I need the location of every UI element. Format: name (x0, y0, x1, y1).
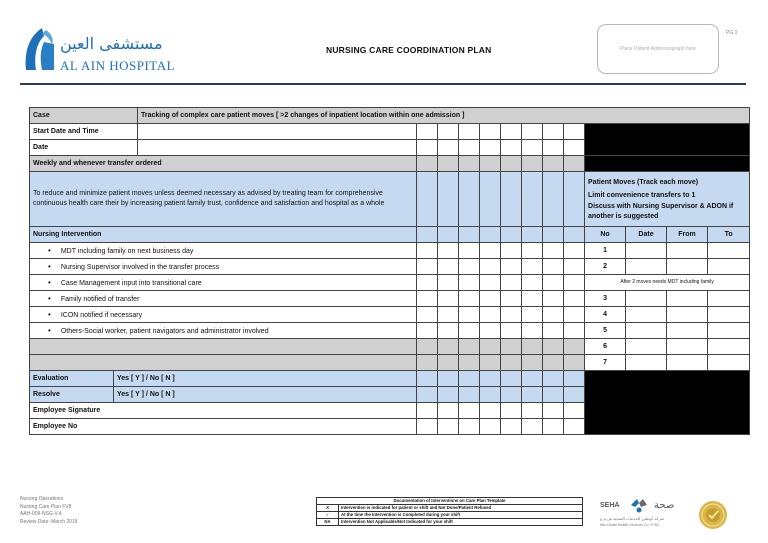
shift-cell[interactable] (564, 275, 585, 291)
grey-cell (438, 339, 459, 355)
frequency-row (30, 156, 750, 172)
move-date-field[interactable] (626, 323, 667, 339)
employee-no-cell[interactable] (438, 419, 459, 435)
evaluation-label: Evaluation (30, 371, 114, 387)
shift-cell[interactable] (501, 291, 522, 307)
shift-cell[interactable] (501, 243, 522, 259)
move-number: 1 (585, 243, 626, 259)
legend-text: Intervention is indicated for patient or shift and Not Done/Patient Refused (339, 505, 583, 512)
shift-cell[interactable] (543, 291, 564, 307)
employee-no-cell[interactable] (501, 419, 522, 435)
intervention-row (30, 291, 750, 307)
shift-cell[interactable] (480, 243, 501, 259)
moves-line-1: Patient Moves (Track each move) (588, 179, 699, 186)
shift-cell[interactable] (543, 259, 564, 275)
moves-line-2: Limit convenience transfers to 1 (588, 192, 696, 199)
blacked-out-area (585, 124, 750, 156)
shift-cell[interactable] (438, 243, 459, 259)
shift-cell[interactable] (459, 307, 480, 323)
shift-cell[interactable] (417, 124, 438, 140)
signature-cell[interactable] (501, 403, 522, 419)
shift-cell[interactable] (543, 307, 564, 323)
signature-cell[interactable] (543, 403, 564, 419)
shift-cell[interactable] (543, 243, 564, 259)
blue-cell (522, 227, 543, 243)
grey-cell (543, 355, 564, 371)
grey-cell (417, 156, 438, 172)
shift-cell[interactable] (417, 243, 438, 259)
move-to-field[interactable] (708, 323, 750, 339)
grey-cell (522, 355, 543, 371)
shift-cell[interactable] (438, 323, 459, 339)
frequency-label: Weekly and whenever transfer ordered (30, 156, 417, 172)
blue-cell (417, 227, 438, 243)
moves-line-3: Discuss with Nursing Supervisor & ADON if another is suggested (588, 203, 734, 220)
addressograph-box (597, 24, 719, 74)
col-no: No (585, 227, 626, 243)
col-date: Date (626, 227, 667, 243)
grey-cell (480, 339, 501, 355)
shift-cell[interactable] (459, 259, 480, 275)
shift-cell[interactable] (417, 323, 438, 339)
shift-cell[interactable] (501, 124, 522, 140)
blue-cell (522, 371, 543, 387)
date-field[interactable] (138, 140, 417, 156)
shift-cell[interactable] (522, 124, 543, 140)
shift-cell[interactable] (459, 323, 480, 339)
shift-cell[interactable] (480, 323, 501, 339)
shift-cell[interactable] (459, 243, 480, 259)
date-label: Date (30, 140, 138, 156)
blue-cell (543, 387, 564, 403)
grey-cell (564, 156, 585, 172)
legend-title: Documentation of Interventions on Care Plan Template (317, 498, 583, 505)
care-plan-table (29, 107, 750, 435)
move-number: 4 (585, 307, 626, 323)
evaluation-row (30, 371, 750, 387)
move-date-field[interactable] (626, 291, 667, 307)
shift-cell[interactable] (564, 259, 585, 275)
shift-cell[interactable] (417, 307, 438, 323)
grey-cell (522, 339, 543, 355)
grey-cell (501, 355, 522, 371)
move-date-field[interactable] (626, 339, 667, 355)
move-from-field[interactable] (667, 323, 708, 339)
resolve-label: Resolve (30, 387, 114, 403)
grey-cell (459, 339, 480, 355)
move-to-field[interactable] (708, 307, 750, 323)
shift-cell[interactable] (522, 275, 543, 291)
intervention-item: • Nursing Supervisor involved in the transfer process (30, 259, 417, 275)
header-divider (20, 83, 746, 85)
shift-cell[interactable] (543, 124, 564, 140)
hospital-logo-icon (22, 26, 56, 72)
shift-cell[interactable] (480, 291, 501, 307)
start-date-label: Start Date and Time (30, 124, 138, 140)
move-number: 5 (585, 323, 626, 339)
employee-no-cell[interactable] (522, 419, 543, 435)
blue-cell (480, 371, 501, 387)
legend-text: At the time the Intervention is Completed during your shift (339, 512, 583, 519)
blue-cell (438, 387, 459, 403)
shift-cell[interactable] (501, 140, 522, 156)
shift-cell[interactable] (438, 307, 459, 323)
blank-row (30, 339, 750, 355)
grey-cell (543, 156, 564, 172)
page-number: PG 1 (726, 30, 738, 36)
footer-line: Review Date: March 2018 (20, 518, 78, 525)
move-date-field[interactable] (626, 259, 667, 275)
blue-cell (480, 172, 501, 227)
signature-cell[interactable] (480, 403, 501, 419)
blue-cell (522, 172, 543, 227)
shift-cell[interactable] (480, 140, 501, 156)
blue-cell (438, 371, 459, 387)
intervention-item: • Others-Social worker, patient navigators and administrator involved (30, 323, 417, 339)
blank-grey-cell (30, 355, 417, 371)
patient-moves-instructions (585, 172, 750, 227)
grey-cell (459, 355, 480, 371)
legend-text: Intervention Not Applicable/Not Indicated for your shift (339, 519, 583, 526)
shift-cell[interactable] (459, 124, 480, 140)
shift-cell[interactable] (459, 275, 480, 291)
shift-cell[interactable] (543, 323, 564, 339)
grey-cell (501, 156, 522, 172)
shift-cell[interactable] (564, 323, 585, 339)
shift-cell[interactable] (480, 275, 501, 291)
employee-no-cell[interactable] (480, 419, 501, 435)
start-date-field[interactable] (138, 124, 417, 140)
shift-cell[interactable] (522, 307, 543, 323)
shift-cell[interactable] (438, 291, 459, 307)
shift-cell[interactable] (459, 140, 480, 156)
move-to-field[interactable] (708, 355, 750, 371)
grey-cell (564, 355, 585, 371)
move-to-field[interactable] (708, 339, 750, 355)
move-number: 2 (585, 259, 626, 275)
documentation-legend (316, 497, 583, 526)
blank-grey-cell (30, 339, 417, 355)
move-from-field[interactable] (667, 339, 708, 355)
blue-cell (564, 227, 585, 243)
intervention-item: • Case Management input into transitional care (30, 275, 417, 291)
signature-cell[interactable] (564, 403, 585, 419)
start-date-row (30, 124, 750, 140)
shift-cell[interactable] (417, 291, 438, 307)
grey-cell (459, 156, 480, 172)
blue-cell (543, 371, 564, 387)
blue-cell (564, 387, 585, 403)
shift-cell[interactable] (543, 275, 564, 291)
blue-cell (564, 371, 585, 387)
shift-cell[interactable] (501, 307, 522, 323)
signature-label: Employee Signature (30, 403, 417, 419)
shift-cell[interactable] (522, 140, 543, 156)
blue-cell (459, 172, 480, 227)
employee-no-cell[interactable] (459, 419, 480, 435)
shift-cell[interactable] (522, 323, 543, 339)
shift-cell[interactable] (480, 259, 501, 275)
evaluation-value[interactable]: Yes [ Y ] / No [ N ] (114, 371, 417, 387)
shift-cell[interactable] (459, 291, 480, 307)
resolve-value[interactable]: Yes [ Y ] / No [ N ] (114, 387, 417, 403)
move-to-field[interactable] (708, 291, 750, 307)
intervention-row (30, 307, 750, 323)
grey-cell (417, 339, 438, 355)
shift-cell[interactable] (501, 323, 522, 339)
logo-arabic-text: مستشفى العين (60, 34, 163, 53)
seha-logo-icon (629, 497, 649, 513)
grey-cell (417, 355, 438, 371)
footer-document-info (20, 496, 78, 526)
intervention-row (30, 243, 750, 259)
seha-subtitle-arabic: شركة أبوظبي للخدمات الصحية ش.م.ع (600, 516, 665, 521)
footer-line: AAH-009-NSG-V.4 (20, 511, 62, 517)
blue-cell (480, 227, 501, 243)
grey-cell (564, 339, 585, 355)
legend-symbol: NA (317, 519, 339, 526)
intervention-header: Nursing Intervention (30, 227, 417, 243)
signature-cell[interactable] (438, 403, 459, 419)
blue-cell (564, 172, 585, 227)
seha-arabic-text: صحة (654, 500, 675, 511)
move-to-field[interactable] (708, 259, 750, 275)
move-number: 3 (585, 291, 626, 307)
signature-cell[interactable] (522, 403, 543, 419)
mdt-note: After 2 moves needs MDT including family (585, 275, 750, 291)
shift-cell[interactable] (480, 124, 501, 140)
blacked-out-area (585, 371, 750, 435)
blue-cell (501, 227, 522, 243)
employee-no-label: Employee No (30, 419, 417, 435)
accreditation-seal-icon (698, 500, 728, 530)
shift-cell[interactable] (501, 259, 522, 275)
blue-cell (501, 172, 522, 227)
shift-cell[interactable] (564, 291, 585, 307)
intervention-row (30, 323, 750, 339)
grey-cell (480, 355, 501, 371)
move-number: 7 (585, 355, 626, 371)
case-label: Case (30, 108, 138, 124)
intervention-item: • ICON notified if necessary (30, 307, 417, 323)
grey-cell (480, 156, 501, 172)
goal-text: To reduce and minimize patient moves unless deemed necessary as advised by treating team for comprehensive continuous health care their by increasing patient family trust, confidence and satisfaction and hospital as a whole (30, 172, 417, 227)
move-from-field[interactable] (667, 355, 708, 371)
shift-cell[interactable] (417, 275, 438, 291)
grey-cell (501, 339, 522, 355)
shift-cell[interactable] (438, 259, 459, 275)
intervention-item: • Family notified of transfer (30, 291, 417, 307)
case-value: Tracking of complex care patient moves [ >2 changes of inpatient location within one admission ] (138, 108, 750, 124)
addressograph-label: Place Patient Addressograph here (620, 46, 696, 52)
page-title: NURSING CARE COORDINATION PLAN (326, 45, 492, 55)
employee-no-cell[interactable] (417, 419, 438, 435)
shift-cell[interactable] (480, 307, 501, 323)
move-date-field[interactable] (626, 243, 667, 259)
goal-row (30, 172, 750, 227)
blue-cell (417, 371, 438, 387)
shift-cell[interactable] (438, 124, 459, 140)
blue-cell (417, 387, 438, 403)
blue-cell (438, 227, 459, 243)
blue-cell (459, 387, 480, 403)
shift-cell[interactable] (564, 140, 585, 156)
shift-cell[interactable] (522, 291, 543, 307)
grey-cell (438, 156, 459, 172)
move-from-field[interactable] (667, 259, 708, 275)
blue-cell (501, 371, 522, 387)
signature-cell[interactable] (417, 403, 438, 419)
shift-cell[interactable] (417, 259, 438, 275)
blue-cell (543, 172, 564, 227)
blacked-out-area (585, 156, 750, 172)
shift-cell[interactable] (522, 243, 543, 259)
intervention-header-row (30, 227, 750, 243)
col-to: To (708, 227, 750, 243)
shift-cell[interactable] (438, 140, 459, 156)
blue-cell (543, 227, 564, 243)
footer-line: Nursing Care Plan FV8 (20, 503, 72, 510)
move-number: 6 (585, 339, 626, 355)
employee-no-cell[interactable] (564, 419, 585, 435)
shift-cell[interactable] (564, 124, 585, 140)
grey-cell (522, 156, 543, 172)
employee-no-cell[interactable] (543, 419, 564, 435)
move-from-field[interactable] (667, 243, 708, 259)
logo-english-text: AL AIN HOSPITAL (60, 58, 176, 73)
move-to-field[interactable] (708, 243, 750, 259)
intervention-item: • MDT including family on next business day (30, 243, 417, 259)
intervention-row (30, 259, 750, 275)
shift-cell[interactable] (564, 307, 585, 323)
shift-cell[interactable] (501, 275, 522, 291)
legend-symbol: ✓ (317, 512, 339, 519)
blue-cell (417, 172, 438, 227)
move-from-field[interactable] (667, 307, 708, 323)
blank-row (30, 355, 750, 371)
shift-cell[interactable] (522, 259, 543, 275)
shift-cell[interactable] (543, 140, 564, 156)
move-date-field[interactable] (626, 355, 667, 371)
footer-line: Nursing Operations (20, 496, 64, 502)
blue-cell (459, 371, 480, 387)
blue-cell (480, 387, 501, 403)
blue-cell (522, 387, 543, 403)
grey-cell (438, 355, 459, 371)
signature-cell[interactable] (459, 403, 480, 419)
case-row (30, 108, 750, 124)
legend-symbol: X (317, 505, 339, 512)
shift-cell[interactable] (438, 275, 459, 291)
blue-cell (501, 387, 522, 403)
blue-cell (438, 172, 459, 227)
grey-cell (543, 339, 564, 355)
shift-cell[interactable] (417, 140, 438, 156)
move-from-field[interactable] (667, 291, 708, 307)
shift-cell[interactable] (564, 243, 585, 259)
col-from: From (667, 227, 708, 243)
move-date-field[interactable] (626, 307, 667, 323)
seha-logo-text: SEHA (600, 502, 620, 509)
blue-cell (459, 227, 480, 243)
seha-subtitle-english: Abu Dhabi Health Services Co. PJSC (600, 523, 660, 527)
intervention-row (30, 275, 750, 291)
